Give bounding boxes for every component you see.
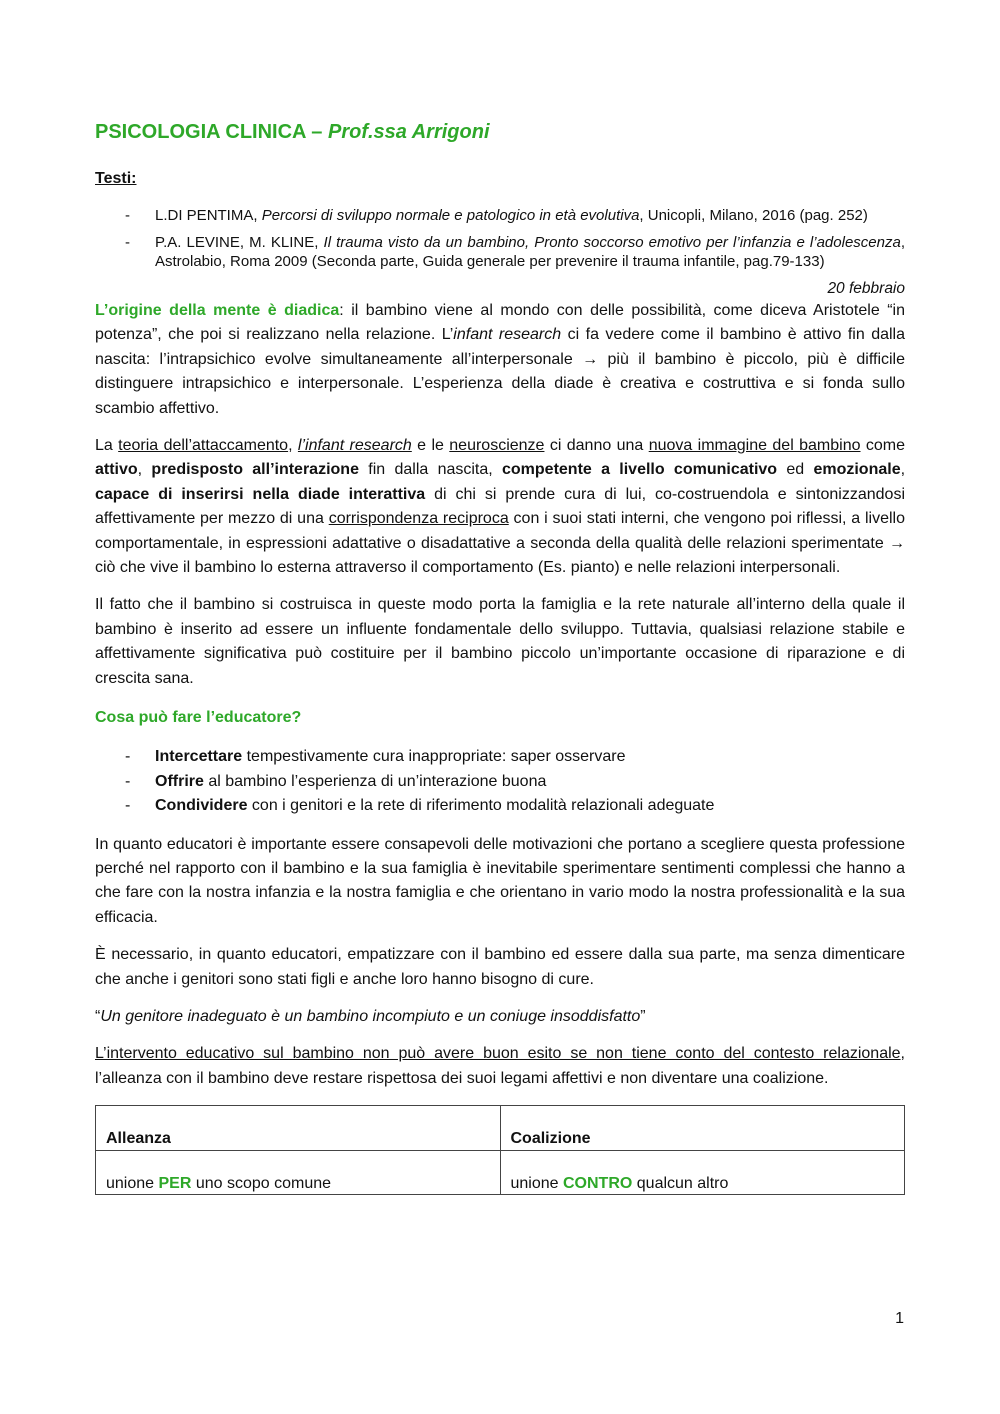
reference-title: Percorsi di sviluppo normale e patologico in età evolutiva [261, 207, 640, 224]
document-page [95, 118, 905, 1195]
reference-item: - L.DI PENTIMA, Percorsi di sviluppo normale e patologico in età evolutiva, Unicopli, Milano, 2016 (pag. 252) [125, 207, 868, 224]
lesson-date: 20 febbraio [827, 280, 905, 297]
list-dash: - [125, 797, 131, 815]
page-number: 1 [895, 1310, 904, 1327]
keyword: PER [158, 1175, 192, 1193]
table-row [96, 1151, 905, 1195]
paragraph-empathy: È necessario, in quanto educatori, empatizzare con il bambino ed essere dalla sua parte, ma senza dimenticare che anche i genitori sono stati figli e anche loro hanno bisogno di cure. [95, 946, 905, 988]
educator-actions-list [95, 745, 905, 819]
paragraph-origin-mind: L’origine della mente è diadica: il bambino viene al mondo con delle possibilità, come diceva Aristotele “in potenza”, che poi si realizzano nella relazione. L’infant research ci fa vedere come il bambino è attivo fin dalla nascita: l’intrapsichico evolve simultaneamente all’interpersonale → più il bambino è piccolo, più è difficile distinguere intrapsichico e interpersonale. L’esperienza della diade è creativa e costruttiva e si fonda sullo scambio affettivo. [95, 302, 905, 417]
paragraph-intervention: L’intervento educativo sul bambino non può avere buon esito se non tiene conto del contesto relazionale, l’alleanza con il bambino deve restare rispettosa dei suoi legami affettivi e non diventare una coalizione. [95, 1045, 905, 1087]
table-header-row [96, 1106, 905, 1151]
list-dash: - [125, 207, 130, 224]
key-concept: L’origine della mente è diadica [95, 302, 340, 319]
list-item: - Condividere con i genitori e la rete di riferimento modalità relazionali adeguate [95, 794, 905, 819]
paragraph-attachment: La teoria dell’attaccamento, l’infant research e le neuroscienze ci danno una nuova immagine del bambino come attivo, predisposto all’interazione fin dalla nascita, competente a livello comunicativo ed emozionale, capace di inserirsi nella diade interattiva di chi si prende cura di lui, co-costruendola e sintonizzandosi affettivamente per mezzo di una corrispondenza reciproca con i suoi stati interni, che vengono poi riflessi, a livello comportamentale, in espressioni adattative o disadattative a seconda della qualità delle relazioni sperimentate → ciò che vive il bambino lo esterna attraverso il comportamento (Es. pianto) e nelle relazioni interpersonali. [95, 437, 906, 577]
professor-name: Prof.ssa Arrigoni [327, 121, 490, 143]
table-header-alleanza: Alleanza [96, 1106, 501, 1151]
texts-heading: Testi: [95, 170, 137, 187]
reference-list [95, 206, 905, 271]
paragraph-motivations: In quanto educatori è importante essere consapevoli delle motivazioni che portano a scegliere questa professione perché nel rapporto con il bambino e la sua famiglia è inevitabile sperimentare sentimenti complessi che hanno a che fare con la nostra infanzia e la nostra famiglia e che orientano in vario modo la nostra professionalità e la sua efficacia. [95, 835, 905, 926]
section-heading-educator: Cosa può fare l’educatore? [95, 709, 302, 727]
list-dash: - [125, 748, 131, 766]
list-item: - Offrire al bambino l’esperienza di un’interazione buona [95, 770, 905, 795]
table-cell: unione CONTRO qualcun altro [500, 1151, 905, 1195]
table-cell: unione PER uno scopo comune [96, 1151, 501, 1195]
list-item: - Intercettare tempestivamente cura inappropriate: saper osservare [95, 745, 905, 770]
paragraph-family-network: Il fatto che il bambino si costruisca in queste modo porta la famiglia e la rete naturale all’interno della quale il bambino è inserito ad essere un influente fondamentale dello sviluppo. Tuttavia, qualsiasi relazione stabile e affettivamente significativa può costituire per il bambino piccolo un’importante occasione di riparazione e di crescita sana. [95, 596, 905, 687]
keyword: CONTRO [563, 1175, 633, 1193]
quote: “Un genitore inadeguato è un bambino incompiuto e un coniuge insoddisfatto” [95, 1008, 646, 1026]
page-title: PSICOLOGIA CLINICA – Prof.ssa Arrigoni [95, 121, 490, 143]
reference-title: Il trauma visto da un bambino, Pronto soccorso emotivo per l’infanzia e l’adolescenza [323, 234, 901, 251]
list-dash: - [125, 234, 130, 251]
reference-item: - P.A. LEVINE, M. KLINE, Il trauma visto da un bambino, Pronto soccorso emotivo per l’infanzia e l’adolescenza, Astrolabio, Roma 2009 (Seconda parte, Guida generale per prevenire il trauma infantile, pag.79-133) [125, 234, 905, 270]
table-header-coalizione: Coalizione [500, 1106, 905, 1151]
alliance-coalition-table [95, 1105, 905, 1195]
list-dash: - [125, 772, 131, 790]
